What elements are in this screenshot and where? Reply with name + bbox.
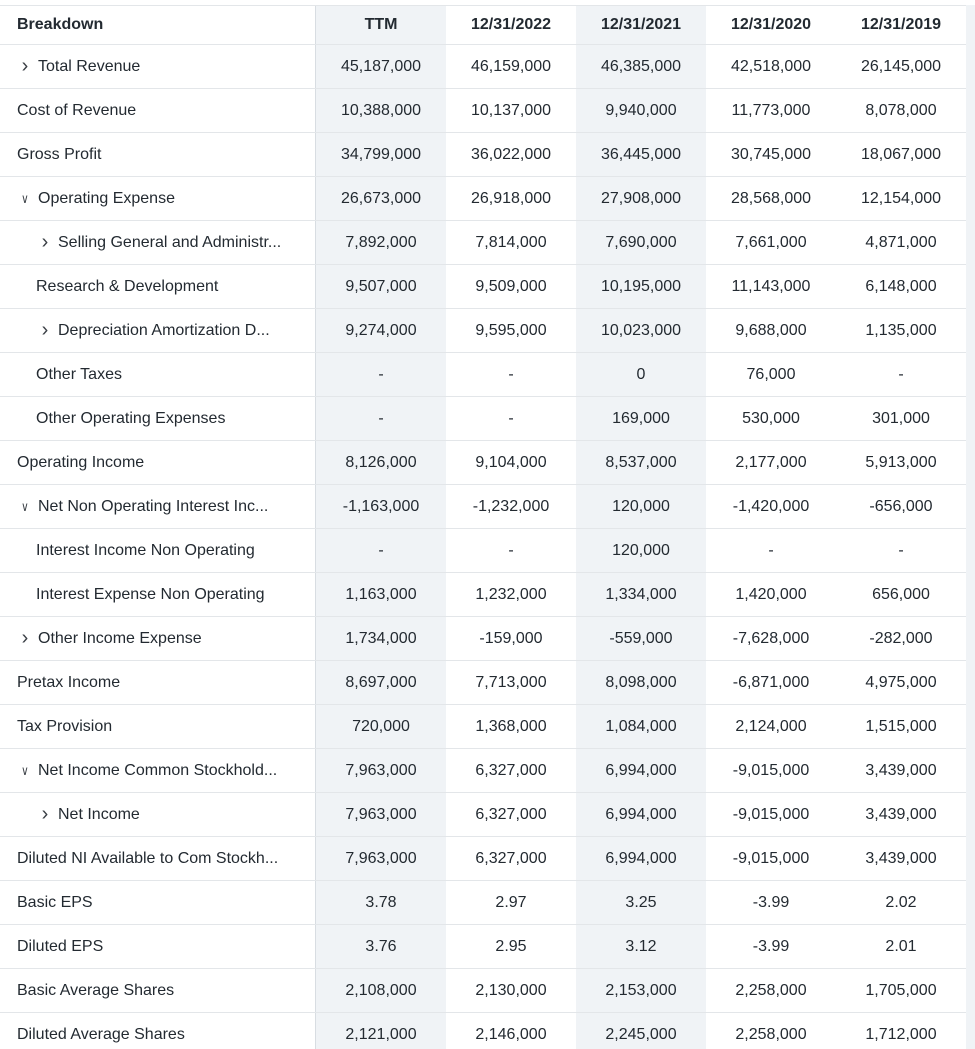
row-value: 27,908,000 xyxy=(600,189,682,207)
row-value: 9,595,000 xyxy=(475,321,547,339)
table-row xyxy=(0,529,966,573)
row-label xyxy=(0,45,316,88)
table-header-row xyxy=(0,5,966,45)
row-label xyxy=(0,441,317,484)
row-value: 7,814,000 xyxy=(475,233,547,251)
row-value: 2.01 xyxy=(885,937,917,955)
row-value: 1,135,000 xyxy=(865,321,937,339)
table-row[interactable] xyxy=(0,485,966,529)
row-value: 5,913,000 xyxy=(865,453,937,471)
row-label-text: Selling General and Administr... xyxy=(58,233,282,251)
row-value: - xyxy=(508,409,514,427)
chevron-right-icon[interactable]: › xyxy=(41,803,49,825)
table-row xyxy=(0,397,966,441)
row-value: 6,994,000 xyxy=(605,849,677,867)
row-label-text: Other Taxes xyxy=(36,365,122,383)
row-label-text: Tax Provision xyxy=(17,717,113,735)
row-label xyxy=(0,837,317,880)
row-value: 6,148,000 xyxy=(865,277,937,295)
row-value: - xyxy=(378,409,384,427)
row-value: 6,327,000 xyxy=(475,849,547,867)
row-value: 10,023,000 xyxy=(600,321,682,339)
row-label xyxy=(0,705,317,748)
row-label-text: Total Revenue xyxy=(38,57,141,75)
row-label-text: Net Non Operating Interest Inc... xyxy=(38,497,269,515)
row-value: 2.95 xyxy=(495,937,527,955)
row-label-text: Diluted NI Available to Com Stockh... xyxy=(17,849,279,867)
row-value: 3.78 xyxy=(365,893,397,911)
row-label xyxy=(0,529,336,572)
row-value: 7,690,000 xyxy=(605,233,677,251)
row-label xyxy=(0,221,336,264)
row-value: 10,137,000 xyxy=(470,101,552,119)
row-label xyxy=(0,793,336,836)
row-value: 2.02 xyxy=(885,893,917,911)
row-value: 36,022,000 xyxy=(470,145,552,163)
row-value: 8,126,000 xyxy=(345,453,417,471)
row-value: 4,975,000 xyxy=(865,673,937,691)
row-value: 45,187,000 xyxy=(340,57,422,75)
row-value: -559,000 xyxy=(609,629,673,647)
row-value: 120,000 xyxy=(612,541,670,559)
row-value: -3.99 xyxy=(752,893,790,911)
row-value: -9,015,000 xyxy=(732,849,810,867)
row-label xyxy=(0,573,336,616)
table-row xyxy=(0,1013,966,1049)
chevron-right-icon[interactable]: › xyxy=(21,627,29,649)
table-row[interactable] xyxy=(0,221,966,265)
table-row xyxy=(0,837,966,881)
row-value: - xyxy=(768,541,774,559)
row-value: -282,000 xyxy=(869,629,933,647)
row-value: 0 xyxy=(636,365,646,383)
row-value: 42,518,000 xyxy=(730,57,812,75)
table-row xyxy=(0,133,966,177)
row-value: 530,000 xyxy=(742,409,800,427)
row-value: 9,104,000 xyxy=(475,453,547,471)
row-value: 11,773,000 xyxy=(731,101,811,119)
row-value: 8,537,000 xyxy=(605,453,677,471)
row-value: 6,994,000 xyxy=(605,805,677,823)
row-label-text: Diluted Average Shares xyxy=(17,1025,185,1043)
row-value: 8,697,000 xyxy=(345,673,417,691)
row-value: 1,734,000 xyxy=(345,629,417,647)
row-label-text: Other Income Expense xyxy=(38,629,202,647)
row-label xyxy=(0,485,316,528)
row-label-text: Cost of Revenue xyxy=(17,101,137,119)
table-row xyxy=(0,573,966,617)
breakdown-header: Breakdown xyxy=(17,16,104,33)
row-label-text: Operating Income xyxy=(17,453,145,471)
row-value: 10,195,000 xyxy=(600,277,682,295)
row-label xyxy=(0,969,317,1012)
row-value: -1,420,000 xyxy=(732,497,810,515)
row-value: 9,688,000 xyxy=(735,321,807,339)
row-value: 656,000 xyxy=(872,585,930,603)
table-row xyxy=(0,661,966,705)
column-shade xyxy=(966,5,975,1049)
row-value: 2,121,000 xyxy=(345,1025,417,1043)
row-value: 11,143,000 xyxy=(731,277,811,295)
row-value: 3.12 xyxy=(625,937,657,955)
row-value: -3.99 xyxy=(752,937,790,955)
table-row xyxy=(0,881,966,925)
row-value: 1,420,000 xyxy=(735,585,807,603)
column-header: TTM xyxy=(364,16,398,33)
row-label xyxy=(0,265,336,308)
row-value: 3,439,000 xyxy=(865,761,937,779)
row-label xyxy=(0,89,317,132)
row-value: 7,713,000 xyxy=(475,673,547,691)
table-row[interactable] xyxy=(0,617,966,661)
table-row xyxy=(0,969,966,1013)
chevron-right-icon[interactable]: › xyxy=(41,319,49,341)
row-value: 120,000 xyxy=(612,497,670,515)
row-value: 2,130,000 xyxy=(475,981,547,999)
row-value: 36,445,000 xyxy=(600,145,682,163)
row-value: 4,871,000 xyxy=(865,233,937,251)
row-value: 3.25 xyxy=(625,893,657,911)
row-label xyxy=(0,1013,317,1049)
table-row[interactable] xyxy=(0,177,966,221)
row-label xyxy=(0,925,317,968)
row-label xyxy=(0,177,316,220)
column-header: 12/31/2021 xyxy=(600,16,682,33)
chevron-down-icon[interactable]: ∨ xyxy=(21,762,29,778)
row-value: 26,145,000 xyxy=(860,57,942,75)
row-value: 2.97 xyxy=(495,893,527,911)
chevron-right-icon[interactable]: › xyxy=(41,231,49,253)
row-value: 1,334,000 xyxy=(605,585,677,603)
row-value: 1,515,000 xyxy=(865,717,937,735)
table-row[interactable] xyxy=(0,749,966,793)
row-value: 6,994,000 xyxy=(605,761,677,779)
row-value: 7,963,000 xyxy=(345,761,417,779)
row-value: 6,327,000 xyxy=(475,805,547,823)
row-value: 2,258,000 xyxy=(735,981,807,999)
row-value: 2,153,000 xyxy=(605,981,677,999)
chevron-right-icon[interactable]: › xyxy=(21,55,29,77)
row-value: -1,232,000 xyxy=(472,497,550,515)
row-value: 3,439,000 xyxy=(865,805,937,823)
row-value: 2,245,000 xyxy=(605,1025,677,1043)
row-value: - xyxy=(378,365,384,383)
row-label xyxy=(0,661,317,704)
row-value: 301,000 xyxy=(872,409,930,427)
row-value: - xyxy=(508,365,514,383)
table-row xyxy=(0,705,966,749)
row-value: -9,015,000 xyxy=(732,805,810,823)
row-value: 2,177,000 xyxy=(735,453,807,471)
row-value: 2,124,000 xyxy=(735,717,807,735)
table-row[interactable] xyxy=(0,45,966,89)
row-label-text: Interest Income Non Operating xyxy=(36,541,255,559)
row-label-text: Other Operating Expenses xyxy=(36,409,226,427)
row-value: 169,000 xyxy=(612,409,670,427)
row-value: 12,154,000 xyxy=(860,189,942,207)
row-label xyxy=(0,353,336,396)
row-value: 1,705,000 xyxy=(865,981,937,999)
row-label-text: Research & Development xyxy=(36,277,219,295)
row-label-text: Net Income xyxy=(58,805,140,823)
row-label-text: Net Income Common Stockhold... xyxy=(38,761,278,779)
row-value: 9,507,000 xyxy=(345,277,417,295)
row-value: - xyxy=(378,541,384,559)
row-value: 7,661,000 xyxy=(735,233,807,251)
row-label xyxy=(0,749,316,792)
row-value: - xyxy=(898,365,904,383)
row-value: 26,673,000 xyxy=(340,189,422,207)
row-value: - xyxy=(898,541,904,559)
row-value: 1,232,000 xyxy=(475,585,547,603)
row-value: 7,963,000 xyxy=(345,805,417,823)
row-value: 7,892,000 xyxy=(345,233,417,251)
row-value: 30,745,000 xyxy=(730,145,812,163)
row-value: 28,568,000 xyxy=(730,189,812,207)
table-row xyxy=(0,353,966,397)
row-value: 46,159,000 xyxy=(470,57,552,75)
row-value: 10,388,000 xyxy=(340,101,422,119)
column-header: 12/31/2020 xyxy=(730,16,812,33)
row-value: -159,000 xyxy=(479,629,543,647)
table-row[interactable] xyxy=(0,309,966,353)
row-value: -7,628,000 xyxy=(732,629,810,647)
row-label xyxy=(0,881,317,924)
row-label xyxy=(0,309,336,352)
row-label-text: Operating Expense xyxy=(38,189,175,207)
row-label-text: Diluted EPS xyxy=(17,937,104,955)
row-label-text: Depreciation Amortization D... xyxy=(58,321,270,339)
row-value: 2,108,000 xyxy=(345,981,417,999)
row-value: 2,258,000 xyxy=(735,1025,807,1043)
table-row[interactable] xyxy=(0,793,966,837)
row-value: 3,439,000 xyxy=(865,849,937,867)
row-value: 1,084,000 xyxy=(605,717,677,735)
row-value: 8,098,000 xyxy=(605,673,677,691)
row-value: 9,940,000 xyxy=(605,101,677,119)
row-value: 8,078,000 xyxy=(865,101,937,119)
table-row xyxy=(0,925,966,969)
row-value: 46,385,000 xyxy=(600,57,682,75)
column-header: 12/31/2022 xyxy=(470,16,552,33)
row-value: 6,327,000 xyxy=(475,761,547,779)
table-row xyxy=(0,89,966,133)
table-row xyxy=(0,441,966,485)
row-value: 2,146,000 xyxy=(475,1025,547,1043)
row-value: 1,368,000 xyxy=(475,717,547,735)
row-value: 3.76 xyxy=(365,937,397,955)
row-value: 34,799,000 xyxy=(340,145,422,163)
row-value: 76,000 xyxy=(746,365,796,383)
row-label-text: Interest Expense Non Operating xyxy=(36,585,265,603)
row-value: 7,963,000 xyxy=(345,849,417,867)
row-label xyxy=(0,617,316,660)
column-header: 12/31/2019 xyxy=(860,16,942,33)
chevron-down-icon[interactable]: ∨ xyxy=(21,498,29,514)
row-value: 1,712,000 xyxy=(865,1025,937,1043)
row-value: 720,000 xyxy=(352,717,410,735)
row-value: 9,274,000 xyxy=(345,321,417,339)
table-row xyxy=(0,265,966,309)
row-label xyxy=(0,133,317,176)
row-label-text: Gross Profit xyxy=(17,145,102,163)
row-value: -1,163,000 xyxy=(342,497,420,515)
chevron-down-icon[interactable]: ∨ xyxy=(21,190,29,206)
row-label-text: Pretax Income xyxy=(17,673,121,691)
row-label-text: Basic EPS xyxy=(17,893,93,911)
row-value: 18,067,000 xyxy=(860,145,942,163)
row-value: 26,918,000 xyxy=(470,189,552,207)
row-label-text: Basic Average Shares xyxy=(17,981,175,999)
row-value: - xyxy=(508,541,514,559)
row-value: -9,015,000 xyxy=(732,761,810,779)
row-value: -6,871,000 xyxy=(732,673,810,691)
row-value: -656,000 xyxy=(869,497,933,515)
row-value: 1,163,000 xyxy=(345,585,417,603)
row-label xyxy=(0,397,336,440)
row-value: 9,509,000 xyxy=(475,277,547,295)
